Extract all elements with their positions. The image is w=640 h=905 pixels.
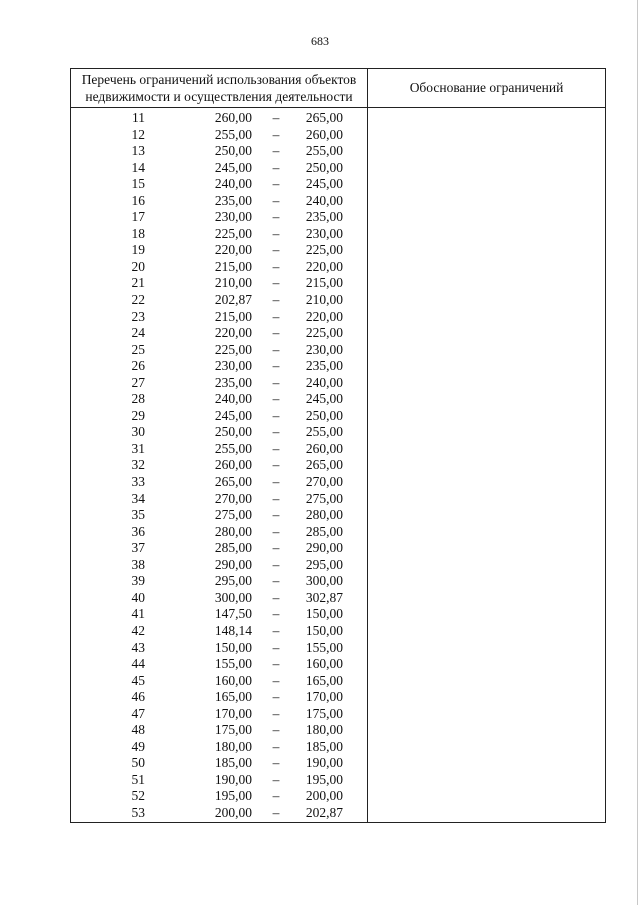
range-to: 210,00	[305, 292, 343, 308]
table-row	[71, 706, 367, 723]
range-dash: –	[272, 656, 280, 672]
table-row	[71, 375, 367, 392]
range-to: 275,00	[305, 490, 343, 506]
range-to: 225,00	[305, 242, 343, 258]
range-dash: –	[272, 540, 280, 556]
range-from: 210,00	[214, 275, 252, 291]
table-row	[71, 656, 367, 673]
range-to: 245,00	[305, 391, 343, 407]
row-number: 19	[131, 242, 145, 258]
range-from: 290,00	[214, 556, 252, 572]
range-to: 180,00	[305, 722, 343, 738]
row-number: 18	[131, 225, 145, 241]
table-row	[71, 788, 367, 805]
range-to: 255,00	[305, 424, 343, 440]
table-row	[71, 507, 367, 524]
row-number: 38	[131, 556, 145, 572]
table-row	[71, 110, 367, 127]
range-dash: –	[272, 457, 280, 473]
range-dash: –	[272, 771, 280, 787]
range-dash: –	[272, 225, 280, 241]
range-dash: –	[272, 755, 280, 771]
range-from: 235,00	[214, 192, 252, 208]
range-to: 165,00	[305, 672, 343, 688]
range-dash: –	[272, 176, 280, 192]
header-justification: Обоснование ограничений	[368, 69, 606, 108]
range-from: 215,00	[214, 308, 252, 324]
row-number: 47	[131, 705, 145, 721]
row-number: 36	[131, 523, 145, 539]
range-dash: –	[272, 242, 280, 258]
range-dash: –	[272, 275, 280, 291]
range-dash: –	[272, 258, 280, 274]
range-from: 175,00	[214, 722, 252, 738]
table-row	[71, 540, 367, 557]
table-row	[71, 573, 367, 590]
table-row	[71, 689, 367, 706]
row-number: 37	[131, 540, 145, 556]
table-row	[71, 209, 367, 226]
range-to: 240,00	[305, 374, 343, 390]
row-number: 41	[131, 606, 145, 622]
table-row	[71, 424, 367, 441]
range-to: 160,00	[305, 656, 343, 672]
table-row	[71, 143, 367, 160]
range-rows	[71, 110, 367, 822]
restrictions-list-cell	[71, 108, 368, 823]
table-row	[71, 606, 367, 623]
range-from: 190,00	[214, 771, 252, 787]
range-from: 230,00	[214, 209, 252, 225]
range-from: 285,00	[214, 540, 252, 556]
header-restrictions-list: Перечень ограничений использования объектов недвижимости и осуществления деятельности	[71, 69, 368, 108]
range-from: 148,14	[214, 622, 252, 638]
row-number: 52	[131, 788, 145, 804]
restrictions-table	[70, 68, 606, 823]
range-dash: –	[272, 556, 280, 572]
row-number: 39	[131, 573, 145, 589]
range-to: 202,87	[305, 804, 343, 820]
row-number: 14	[131, 159, 145, 175]
range-to: 250,00	[305, 407, 343, 423]
range-to: 265,00	[305, 457, 343, 473]
range-dash: –	[272, 788, 280, 804]
range-to: 265,00	[305, 110, 343, 125]
range-dash: –	[272, 126, 280, 142]
range-to: 235,00	[305, 209, 343, 225]
range-from: 300,00	[214, 589, 252, 605]
range-dash: –	[272, 159, 280, 175]
range-dash: –	[272, 738, 280, 754]
row-number: 24	[131, 325, 145, 341]
table-body-row	[71, 108, 606, 823]
range-to: 300,00	[305, 573, 343, 589]
row-number: 21	[131, 275, 145, 291]
range-to: 175,00	[305, 705, 343, 721]
range-to: 185,00	[305, 738, 343, 754]
range-from: 202,87	[214, 292, 252, 308]
justification-cell	[368, 108, 606, 823]
range-to: 260,00	[305, 126, 343, 142]
range-dash: –	[272, 209, 280, 225]
table-row	[71, 673, 367, 690]
table-row	[71, 457, 367, 474]
range-from: 260,00	[214, 110, 252, 125]
range-to: 190,00	[305, 755, 343, 771]
range-from: 220,00	[214, 325, 252, 341]
range-dash: –	[272, 110, 280, 125]
range-dash: –	[272, 622, 280, 638]
range-from: 245,00	[214, 407, 252, 423]
row-number: 53	[131, 804, 145, 820]
table-row	[71, 275, 367, 292]
row-number: 45	[131, 672, 145, 688]
table-row	[71, 623, 367, 640]
range-from: 155,00	[214, 656, 252, 672]
table-row	[71, 755, 367, 772]
range-dash: –	[272, 606, 280, 622]
range-dash: –	[272, 143, 280, 159]
table-row	[71, 292, 367, 309]
range-to: 240,00	[305, 192, 343, 208]
row-number: 26	[131, 358, 145, 374]
range-dash: –	[272, 689, 280, 705]
table-header-row	[71, 69, 606, 108]
range-dash: –	[272, 358, 280, 374]
table-row	[71, 739, 367, 756]
range-dash: –	[272, 192, 280, 208]
range-from: 240,00	[214, 391, 252, 407]
range-from: 225,00	[214, 225, 252, 241]
range-from: 170,00	[214, 705, 252, 721]
table-row	[71, 805, 367, 822]
table-row	[71, 226, 367, 243]
table-row	[71, 557, 367, 574]
table-row	[71, 441, 367, 458]
range-to: 290,00	[305, 540, 343, 556]
table-row	[71, 491, 367, 508]
table-row	[71, 524, 367, 541]
range-from: 255,00	[214, 126, 252, 142]
range-dash: –	[272, 589, 280, 605]
range-from: 270,00	[214, 490, 252, 506]
range-to: 270,00	[305, 474, 343, 490]
range-from: 240,00	[214, 176, 252, 192]
row-number: 17	[131, 209, 145, 225]
table-row	[71, 358, 367, 375]
range-from: 230,00	[214, 358, 252, 374]
range-dash: –	[272, 325, 280, 341]
range-dash: –	[272, 474, 280, 490]
range-to: 302,87	[305, 589, 343, 605]
range-dash: –	[272, 490, 280, 506]
range-to: 245,00	[305, 176, 343, 192]
table-row	[71, 772, 367, 789]
row-number: 48	[131, 722, 145, 738]
table-row	[71, 127, 367, 144]
row-number: 34	[131, 490, 145, 506]
range-from: 220,00	[214, 242, 252, 258]
table-row	[71, 722, 367, 739]
row-number: 49	[131, 738, 145, 754]
range-to: 195,00	[305, 771, 343, 787]
row-number: 23	[131, 308, 145, 324]
row-number: 33	[131, 474, 145, 490]
table-row	[71, 160, 367, 177]
row-number: 16	[131, 192, 145, 208]
row-number: 15	[131, 176, 145, 192]
range-from: 255,00	[214, 440, 252, 456]
range-to: 215,00	[305, 275, 343, 291]
row-number: 12	[131, 126, 145, 142]
range-dash: –	[272, 292, 280, 308]
range-dash: –	[272, 639, 280, 655]
row-number: 43	[131, 639, 145, 655]
row-number: 40	[131, 589, 145, 605]
row-number: 30	[131, 424, 145, 440]
range-to: 285,00	[305, 523, 343, 539]
row-number: 28	[131, 391, 145, 407]
row-number: 50	[131, 755, 145, 771]
table-row	[71, 408, 367, 425]
page-edge-line	[637, 0, 638, 905]
range-to: 260,00	[305, 440, 343, 456]
range-to: 230,00	[305, 225, 343, 241]
range-dash: –	[272, 804, 280, 820]
row-number: 46	[131, 689, 145, 705]
range-from: 215,00	[214, 258, 252, 274]
range-dash: –	[272, 424, 280, 440]
range-dash: –	[272, 440, 280, 456]
range-from: 225,00	[214, 341, 252, 357]
range-to: 155,00	[305, 639, 343, 655]
page-number: 683	[311, 34, 329, 48]
range-from: 180,00	[214, 738, 252, 754]
range-to: 225,00	[305, 325, 343, 341]
range-dash: –	[272, 391, 280, 407]
range-from: 250,00	[214, 424, 252, 440]
range-dash: –	[272, 341, 280, 357]
table-row	[71, 242, 367, 259]
range-to: 295,00	[305, 556, 343, 572]
table-row	[71, 325, 367, 342]
range-from: 280,00	[214, 523, 252, 539]
range-dash: –	[272, 308, 280, 324]
row-number: 25	[131, 341, 145, 357]
range-to: 220,00	[305, 308, 343, 324]
range-from: 235,00	[214, 374, 252, 390]
range-from: 200,00	[214, 804, 252, 820]
range-dash: –	[272, 672, 280, 688]
table-row	[71, 309, 367, 326]
row-number: 11	[132, 110, 145, 125]
range-from: 165,00	[214, 689, 252, 705]
range-dash: –	[272, 573, 280, 589]
range-from: 250,00	[214, 143, 252, 159]
range-to: 255,00	[305, 143, 343, 159]
range-dash: –	[272, 705, 280, 721]
range-to: 280,00	[305, 507, 343, 523]
row-number: 35	[131, 507, 145, 523]
row-number: 44	[131, 656, 145, 672]
table-row	[71, 590, 367, 607]
range-from: 147,50	[214, 606, 252, 622]
range-dash: –	[272, 722, 280, 738]
table-row	[71, 342, 367, 359]
range-from: 295,00	[214, 573, 252, 589]
row-number: 29	[131, 407, 145, 423]
range-dash: –	[272, 407, 280, 423]
table-row	[71, 474, 367, 491]
range-from: 265,00	[214, 474, 252, 490]
range-to: 250,00	[305, 159, 343, 175]
range-from: 275,00	[214, 507, 252, 523]
range-to: 150,00	[305, 606, 343, 622]
row-number: 32	[131, 457, 145, 473]
range-from: 185,00	[214, 755, 252, 771]
row-number: 42	[131, 622, 145, 638]
range-from: 260,00	[214, 457, 252, 473]
row-number: 31	[131, 440, 145, 456]
range-from: 160,00	[214, 672, 252, 688]
row-number: 27	[131, 374, 145, 390]
range-dash: –	[272, 374, 280, 390]
row-number: 22	[131, 292, 145, 308]
table-row	[71, 391, 367, 408]
range-from: 150,00	[214, 639, 252, 655]
table-row	[71, 259, 367, 276]
range-dash: –	[272, 507, 280, 523]
range-to: 170,00	[305, 689, 343, 705]
row-number: 20	[131, 258, 145, 274]
table-row	[71, 640, 367, 657]
range-from: 245,00	[214, 159, 252, 175]
range-to: 200,00	[305, 788, 343, 804]
table-row	[71, 193, 367, 210]
range-to: 220,00	[305, 258, 343, 274]
row-number: 51	[131, 771, 145, 787]
range-to: 150,00	[305, 622, 343, 638]
table-row	[71, 176, 367, 193]
range-dash: –	[272, 523, 280, 539]
row-number: 13	[131, 143, 145, 159]
range-from: 195,00	[214, 788, 252, 804]
range-to: 235,00	[305, 358, 343, 374]
range-to: 230,00	[305, 341, 343, 357]
